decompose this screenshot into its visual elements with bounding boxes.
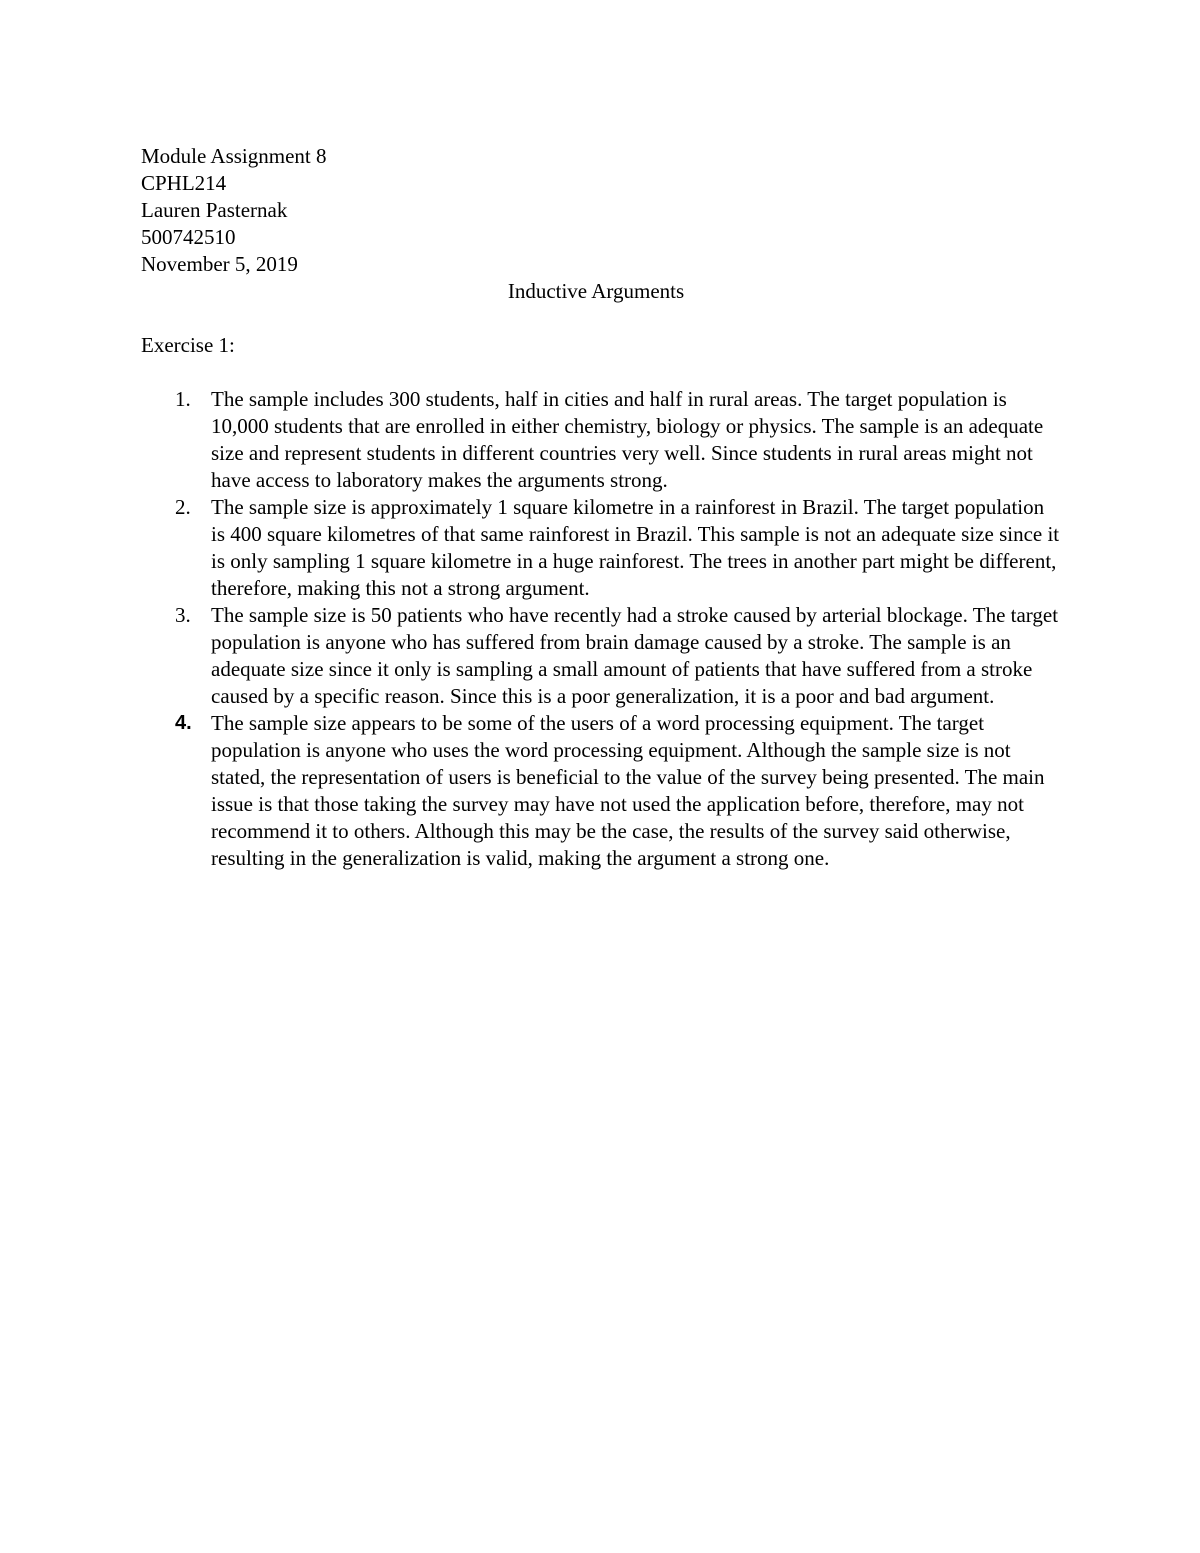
list-item — [141, 494, 1061, 602]
list-item-number: 4. — [175, 712, 192, 734]
list-item-text: The sample size is approximately 1 square kilometre in a rainforest in Brazil. The target population is 400 square kilometres of that same rainforest in Brazil. This sample is not an adequate size since it is only sampling 1 square kilometre in a huge rainforest. The trees in another part might be different, therefore, making this not a strong argument. — [211, 495, 1060, 600]
list-item — [141, 602, 1061, 710]
student-number: 500742510 — [141, 225, 236, 249]
student-name: Lauren Pasternak — [141, 198, 288, 222]
submission-date: November 5, 2019 — [141, 252, 298, 276]
list-item-number: 2. — [175, 495, 191, 519]
list-item-number: 3. — [175, 603, 191, 627]
course-code: CPHL214 — [141, 171, 227, 195]
exercise-heading: Exercise 1: — [141, 333, 235, 357]
answer-list — [141, 386, 1061, 872]
list-item-number: 1. — [175, 387, 191, 411]
list-item-text: The sample size appears to be some of the users of a word processing equipment. The target population is anyone who uses the word processing equipment. Although the sample size is not stated, the representation of users is beneficial to the value of the survey being presented. The main issue is that those taking the survey may have not used the application before, therefore, may not recommend it to others. Although this may be the case, the results of the survey said otherwise, resulting in the generalization is valid, making the argument a strong one. — [211, 711, 1045, 870]
list-item-text: The sample includes 300 students, half in cities and half in rural areas. The target population is 10,000 students that are enrolled in either chemistry, biology or physics. The sample is an adequate size and represent students in different countries very well. Since students in rural areas might not have access to laboratory makes the arguments strong. — [211, 387, 1044, 492]
list-item — [141, 710, 1061, 872]
list-item-text: The sample size is 50 patients who have recently had a stroke caused by arterial blockage. The target population is anyone who has suffered from brain damage caused by a stroke. The sample is an adequate size since it only is sampling a small amount of patients that have suffered from a stroke caused by a specific reason. Since this is a poor generalization, it is a poor and bad argument. — [211, 603, 1059, 708]
document-header — [141, 143, 327, 278]
assignment-name: Module Assignment 8 — [141, 144, 327, 168]
document-title: Inductive Arguments — [507, 279, 685, 303]
list-item — [141, 386, 1061, 494]
